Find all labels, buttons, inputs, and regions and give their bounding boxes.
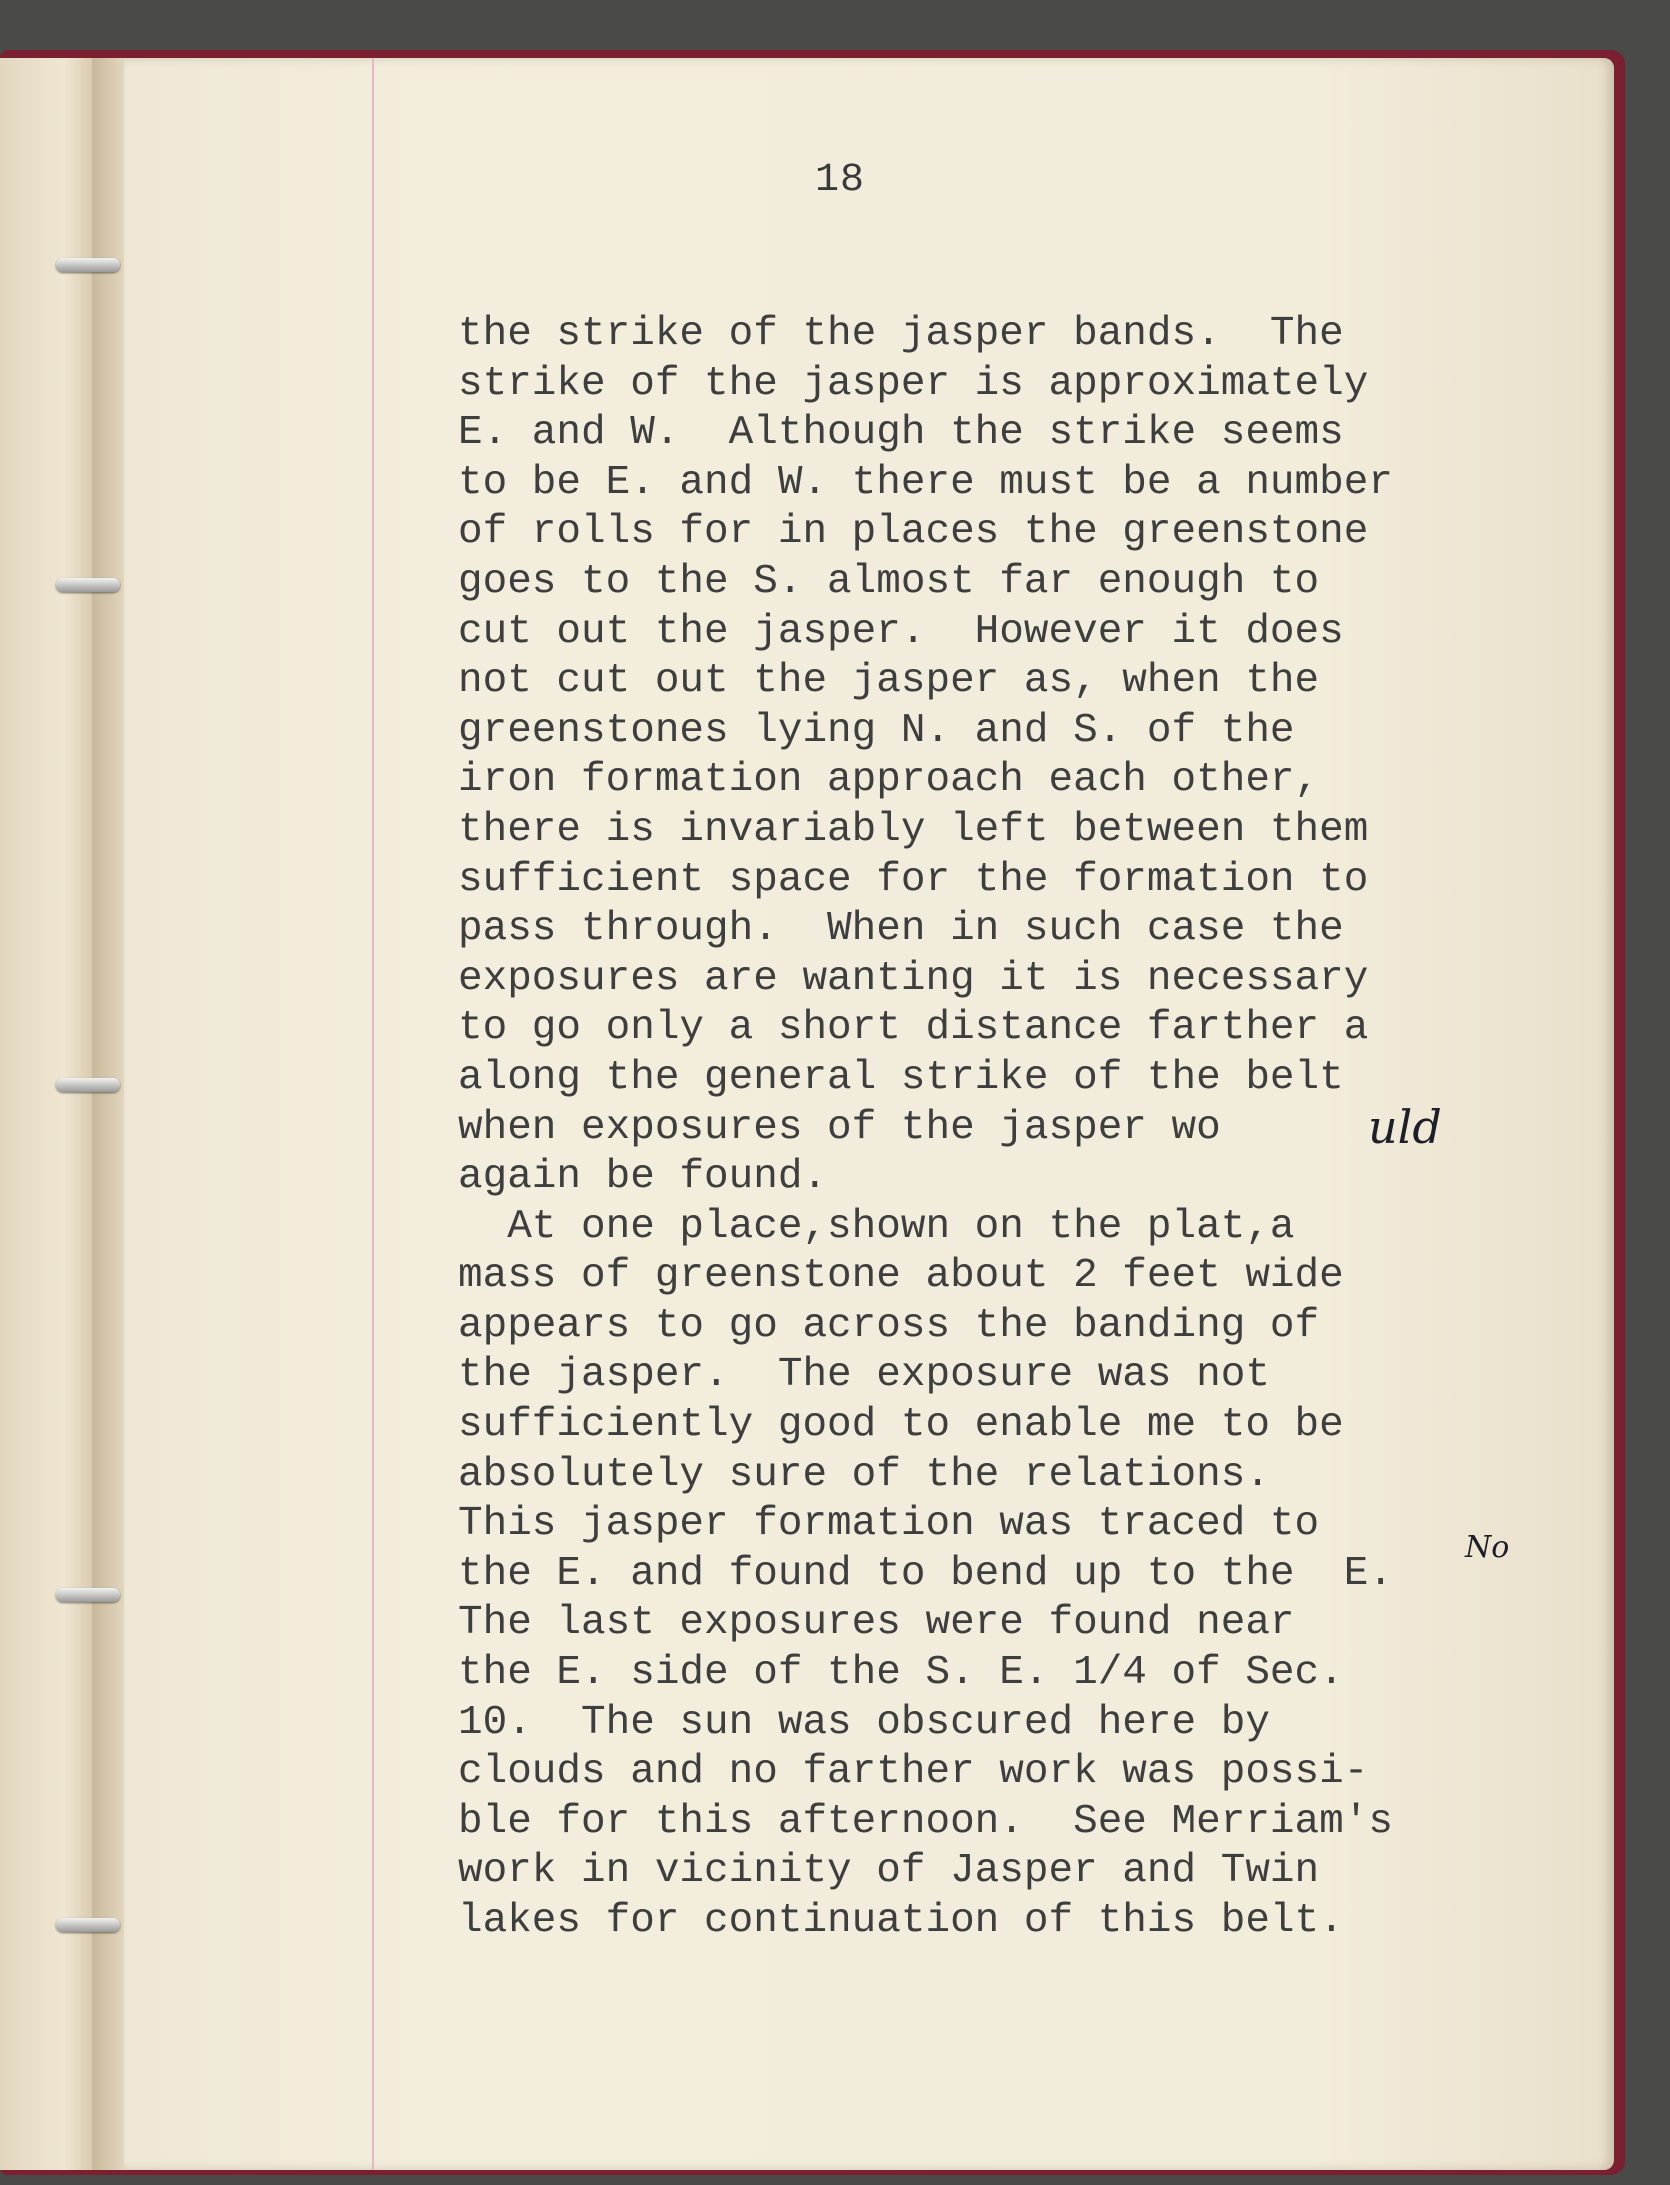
text-line: strike of the jasper is approximately: [458, 360, 1369, 407]
text-line: cut out the jasper. However it does: [458, 608, 1344, 655]
binder-ring-icon: [56, 1918, 120, 1932]
text-line: the E. and found to bend up to the E.: [458, 1550, 1393, 1597]
text-line: of rolls for in places the greenstone: [458, 509, 1369, 556]
text-line: greenstones lying N. and S. of the: [458, 707, 1295, 754]
text-line: when exposures of the jasper wo: [458, 1104, 1221, 1151]
text-line: ble for this afternoon. See Merriam's: [458, 1798, 1393, 1845]
left-page-edge: [0, 58, 94, 2170]
handwritten-insertion: uld: [1368, 1100, 1442, 1154]
text-line: not cut out the jasper as, when the: [458, 658, 1320, 705]
text-line: sufficient space for the formation to: [458, 856, 1369, 903]
text-line: the jasper. The exposure was not: [458, 1352, 1270, 1399]
text-line: clouds and no farther work was possi-: [458, 1749, 1369, 1796]
text-line: the strike of the jasper bands. The: [458, 311, 1344, 357]
typed-text-block: [458, 310, 1628, 1947]
text-line: to be E. and W. there must be a number: [458, 459, 1393, 506]
binder-ring-icon: [56, 258, 120, 272]
text-line: exposures are wanting it is necessary: [458, 955, 1369, 1002]
text-line: pass through. When in such case the: [458, 906, 1344, 953]
text-line: lakes for continuation of this belt.: [458, 1898, 1344, 1944]
text-line: absolutely sure of the relations.: [458, 1451, 1270, 1498]
binder-ring-icon: [56, 1078, 120, 1092]
text-line: iron formation approach each other,: [458, 757, 1320, 804]
text-line: This jasper formation was traced to: [458, 1501, 1320, 1548]
handwritten-insertion: No: [1465, 1530, 1510, 1565]
text-line: along the general strike of the belt: [458, 1054, 1344, 1101]
text-line: sufficiently good to enable me to be: [458, 1402, 1344, 1449]
margin-rule: [372, 58, 374, 2170]
text-line: mass of greenstone about 2 feet wide: [458, 1253, 1344, 1300]
text-line: work in vicinity of Jasper and Twin: [458, 1848, 1320, 1895]
text-line: there is invariably left between them: [458, 806, 1369, 853]
text-line: E. and W. Although the strike seems: [458, 410, 1344, 457]
text-line: The last exposures were found near: [458, 1600, 1295, 1647]
text-line: again be found.: [458, 1154, 828, 1201]
text-line: goes to the S. almost far enough to: [458, 558, 1320, 605]
binder-ring-icon: [56, 578, 120, 592]
text-line: to go only a short distance farther a: [458, 1005, 1369, 1052]
text-line: the E. side of the S. E. 1/4 of Sec.: [458, 1650, 1344, 1697]
text-line: 10. The sun was obscured here by: [458, 1699, 1270, 1746]
page-number: 18: [815, 158, 866, 203]
binder-ring-icon: [56, 1588, 120, 1602]
text-line: At one place,shown on the plat,a: [458, 1203, 1295, 1250]
text-line: appears to go across the banding of: [458, 1302, 1320, 1349]
